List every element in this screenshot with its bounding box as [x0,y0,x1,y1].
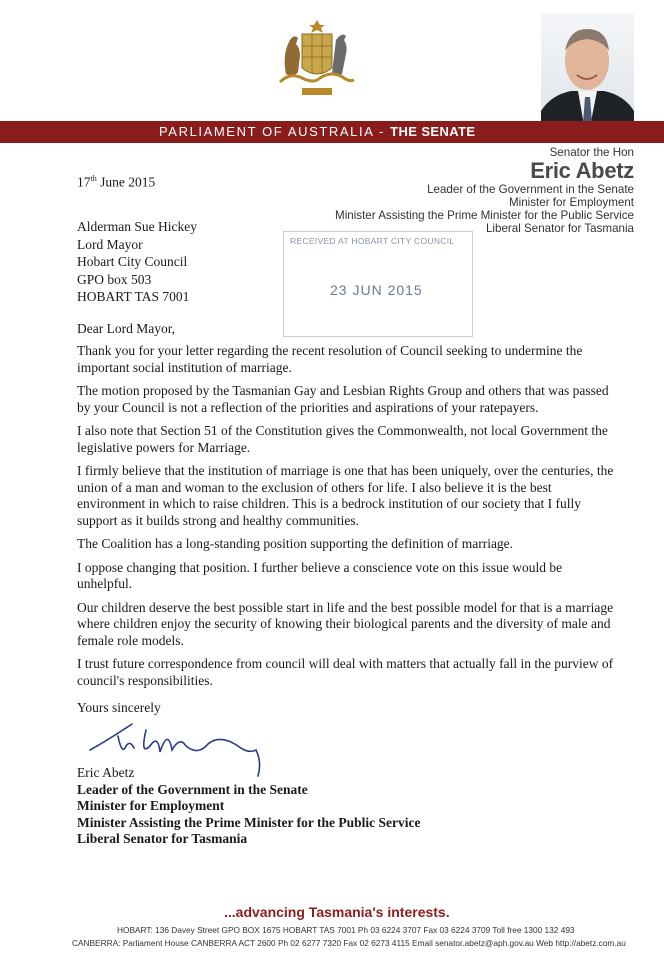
canberra-contact: CANBERRA: Parliament House CANBERRA ACT 2600 Ph 02 6277 7320 Fax 02 6273 4115 Email senator.abetz@aph.gov.au Web http://abetz.com.au [72,938,626,948]
banner-text [159,124,476,139]
stamp-date: 23 JUN 2015 [330,282,423,298]
signer-title: Leader of the Government in the Senate [77,781,308,797]
address-line: Lord Mayor [77,236,143,252]
address-line: Hobart City Council [77,254,188,269]
date-day: 17 [77,174,91,190]
received-stamp [283,231,473,337]
address-line: Alderman Sue Hickey [77,219,197,234]
parliament-banner [0,121,664,143]
banner-senate: THE SENATE [390,124,476,139]
paragraph: I firmly believe that the institution of marriage is one that has been uniquely, over the centuries, the union of a man and woman to the exclusion of others for life. I also believe it is the best environment in which to raise children. This is a bedrock institution of our society that I fully support as it builds strong and healthy communities. [77,463,614,528]
sender-title: Minister for Employment [509,196,634,209]
footer-tagline: ...advancing Tasmania's interests. [224,904,450,920]
recipient-address [77,218,197,306]
signer-name: Eric Abetz [77,765,135,780]
letter-date [77,174,155,191]
hobart-contact: HOBART: 136 Davey Street GPO BOX 1675 HOBART TAS 7001 Ph 03 6224 3707 Fax 03 6224 3709 Toll free 1300 132 493 [117,925,575,935]
paragraph: I trust future correspondence from council will deal with matters that actually fall in the purview of council's responsibilities. [77,656,614,688]
date-rest: June 2015 [96,174,156,190]
letter-body [77,343,617,696]
paragraph: Our children deserve the best possible start in life and the best possible model for that is a marriage where children enjoy the security of knowing their biological parents and the diversity of male and female role models. [77,599,614,648]
sender-name: Eric Abetz [530,158,634,183]
paragraph: I also note that Section 51 of the Constitution gives the Commonwealth, not local Government the legislative powers for Marriage. [77,423,608,455]
sender-title: Leader of the Government in the Senate [427,183,634,196]
address-line: HOBART TAS 7001 [77,289,190,304]
signer-title: Liberal Senator for Tasmania [77,831,248,846]
closing: Yours sincerely [77,700,161,715]
paragraph: Thank you for your letter regarding the recent resolution of Council seeking to undermine the important social institution of marriage. [77,343,583,375]
date-suffix: th [90,174,97,183]
signer-title: Minister for Employment [77,798,225,813]
paragraph: I oppose changing that position. I further believe a conscience vote on this issue would be unhelpful. [77,559,563,591]
stamp-title: RECEIVED AT HOBART CITY COUNCIL [290,236,455,246]
signer-title: Minister Assisting the Prime Minister for the Public Service [77,814,421,830]
address-line: GPO box 503 [77,271,152,287]
sender-prefix: Senator the Hon [549,146,634,159]
coat-of-arms-icon [276,16,358,102]
salutation: Dear Lord Mayor, [77,321,176,336]
paragraph: The Coalition has a long-standing position supporting the definition of marriage. [77,536,514,551]
sender-block [335,146,634,235]
sender-title: Liberal Senator for Tasmania [485,222,634,235]
signoff-block [77,765,420,848]
sender-title: Minister Assisting the Prime Minister for the Public Service [335,209,634,222]
paragraph: The motion proposed by the Tasmanian Gay and Lesbian Rights Group and others that was passed by your Council is not a reflection of the priorities and aspirations of your ratepayers. [77,383,609,415]
banner-parliament: PARLIAMENT OF AUSTRALIA - [159,124,391,139]
